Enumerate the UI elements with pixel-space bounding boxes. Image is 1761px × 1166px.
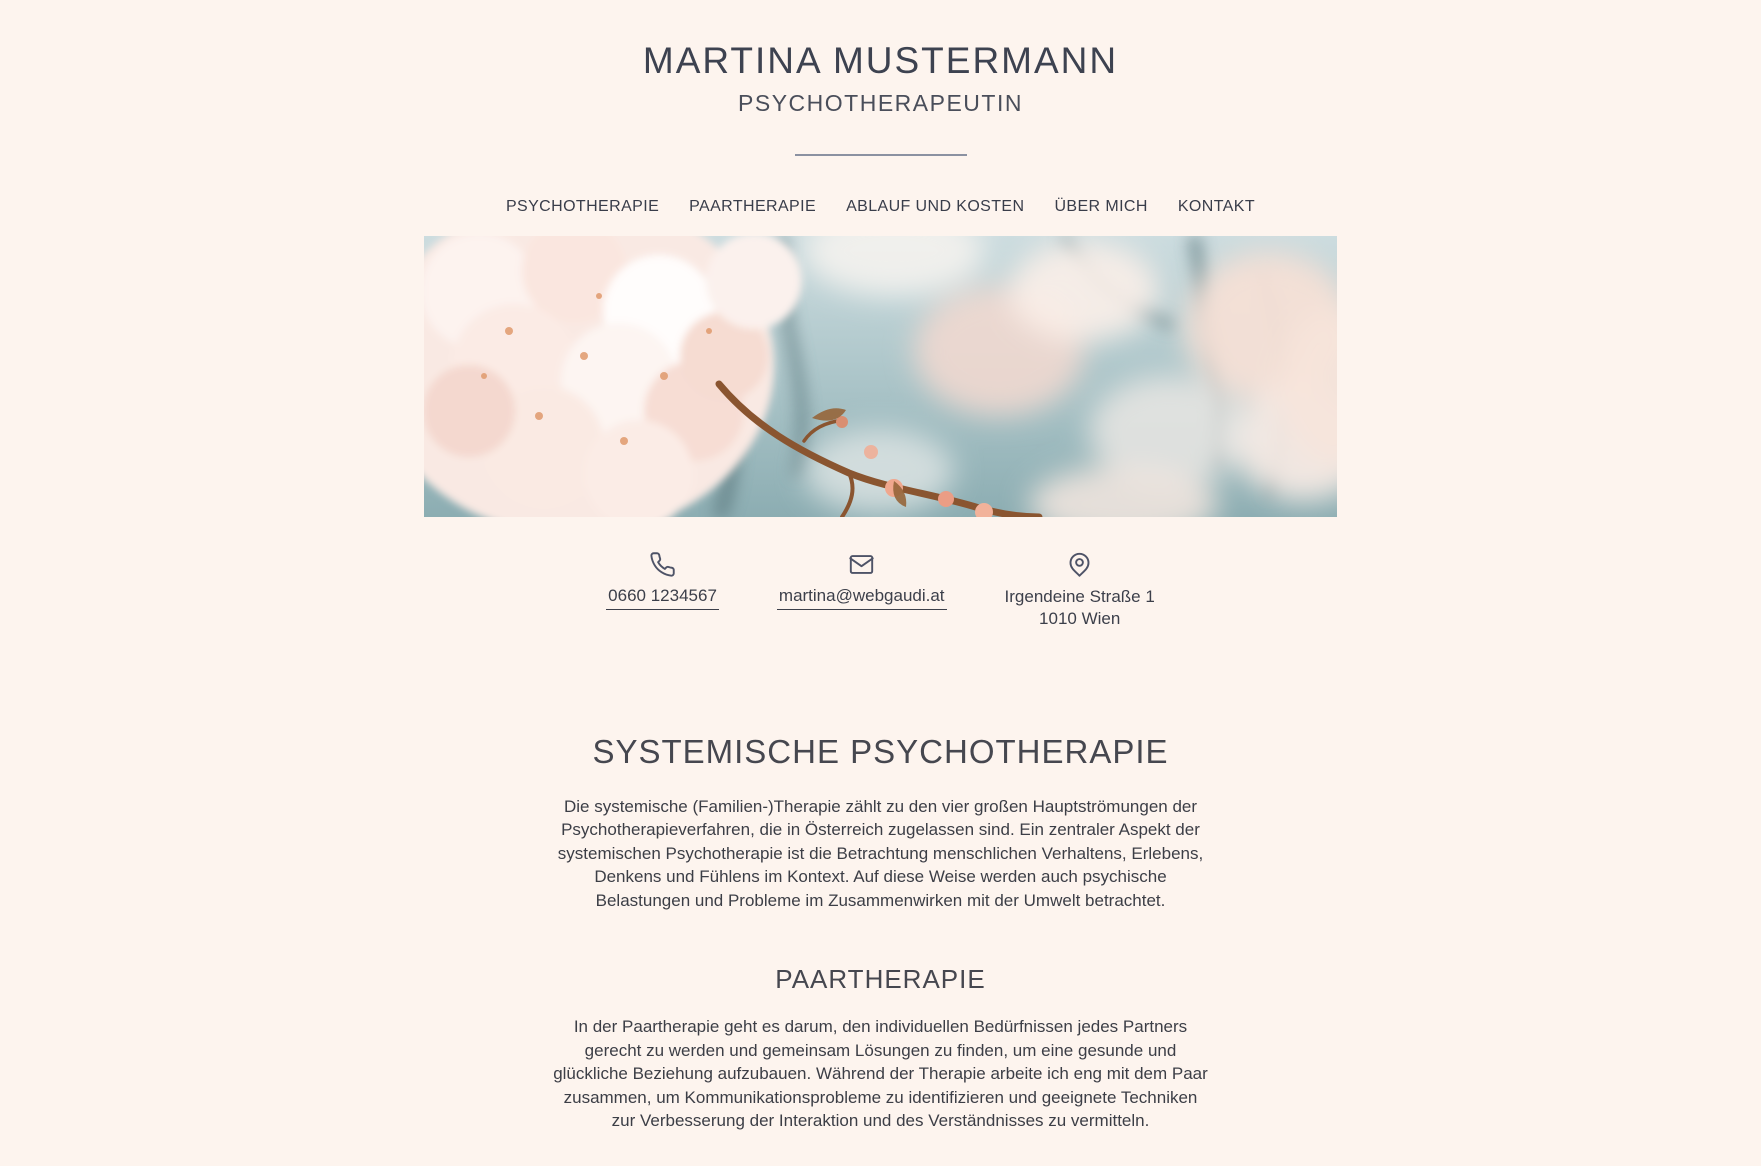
site-subtitle: PSYCHOTHERAPEUTIN	[738, 90, 1023, 116]
nav-item-paartherapie[interactable]: PAARTHERAPIE	[689, 198, 817, 215]
email-link[interactable]: martina@webgaudi.at	[777, 586, 947, 610]
header-divider	[795, 154, 967, 156]
section-body-paartherapie: In der Paartherapie geht es darum, den individuellen Bedürfnissen jedes Partners gerecht zu werden und gemeinsam Lösungen zu finden, um eine gesunde und glückliche Beziehung aufzubauen. Während der Therapie arbeite ich eng mit dem Paar zusammen, um Kommunikationsprobleme zu identifizieren und geeignete Techniken zur Verbesserung der Interaktion und des Verständnisses zu vermitteln.	[553, 1017, 1208, 1130]
contact-row	[0, 551, 1761, 631]
section-body-systemische-psychotherapie: Die systemische (Familien-)Therapie zählt zu den vier großen Hauptströmungen der Psychotherapieverfahren, die in Österreich zugelassen sind. Ein zentraler Aspekt der systemischen Psychotherapie ist die Betrachtung menschlichen Verhaltens, Erlebens, Denkens und Fühlens im Kontext. Auf diese Weise werden auch psychische Belastungen und Probleme im Zusammenwirken mit der Umwelt betrachtet.	[557, 796, 1204, 910]
address-line1: Irgendeine Straße 1	[1004, 587, 1155, 606]
contact-address	[1005, 551, 1155, 631]
site-header	[0, 0, 1761, 156]
main-nav	[0, 198, 1761, 216]
site-title: MARTINA MUSTERMANN	[642, 40, 1119, 81]
location-pin-icon	[1066, 551, 1093, 578]
nav-item-ablauf-und-kosten[interactable]: ABLAUF UND KOSTEN	[846, 198, 1025, 215]
nav-item-kontakt[interactable]: KONTAKT	[1177, 198, 1256, 215]
section-heading-systemische-psychotherapie: SYSTEMISCHE PSYCHOTHERAPIE	[592, 732, 1169, 770]
contact-phone	[606, 551, 719, 610]
main-content	[0, 733, 1761, 1166]
phone-link[interactable]: 0660 1234567	[606, 586, 719, 610]
contact-email	[777, 551, 947, 610]
section-heading-paartherapie: PAARTHERAPIE	[775, 964, 986, 995]
phone-icon	[649, 551, 676, 578]
hero-cherry-blossom-image	[424, 236, 1337, 517]
address-line2: 1010 Wien	[1039, 609, 1121, 629]
nav-item-psychotherapie[interactable]: PSYCHOTHERAPIE	[505, 198, 660, 215]
address-text	[1005, 586, 1155, 631]
mail-icon	[848, 551, 875, 578]
nav-item-ueber-mich[interactable]: ÜBER MICH	[1054, 198, 1148, 215]
